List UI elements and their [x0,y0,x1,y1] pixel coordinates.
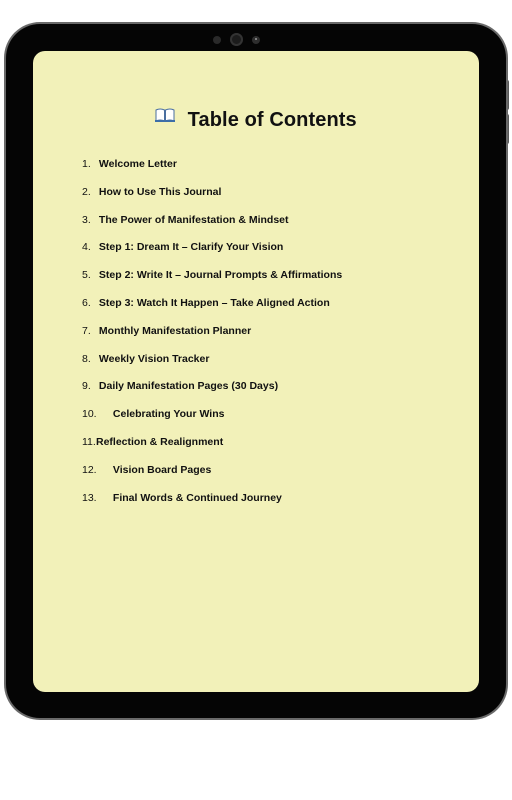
toc-item[interactable] [82,408,342,436]
toc-item-label: Celebrating Your Wins [112,408,225,421]
toc-item-number: 3. [82,213,91,226]
toc-item[interactable] [82,214,342,242]
toc-item-label: Step 1: Dream It – Clarify Your Vision [98,241,284,254]
toc-item-number: 7. [82,324,91,337]
toc-item[interactable] [82,436,342,464]
toc-item[interactable] [82,464,342,492]
toc-item-label: Vision Board Pages [112,463,212,476]
toc-item[interactable] [82,325,342,353]
tablet-screen [33,51,479,692]
title-row [33,109,479,132]
toc-item-label: Weekly Vision Tracker [98,352,210,365]
toc-item[interactable] [82,186,342,214]
toc-item-label: Daily Manifestation Pages (30 Days) [98,380,279,393]
toc-item-number: 11. [82,435,96,448]
toc-item[interactable] [82,353,342,381]
light-sensor-icon [252,36,260,44]
toc-item-label: How to Use This Journal [98,185,222,198]
camera-icon [230,33,243,46]
page-title: Table of Contents [187,109,357,131]
toc-item-number: 2. [82,185,91,198]
toc-item[interactable] [82,297,342,325]
toc-item-number: 13. [82,491,97,504]
sensor-icon [213,36,221,44]
toc-item-number: 8. [82,352,91,365]
toc-item-number: 4. [82,241,91,254]
toc-item-number: 12. [82,463,97,476]
toc-item-label: Step 2: Write It – Journal Prompts & Affirmations [98,269,343,282]
toc-item-number: 10. [82,408,97,421]
toc-item[interactable] [82,241,342,269]
toc-item-label: Monthly Manifestation Planner [98,324,252,337]
camera-bar [208,32,268,48]
toc-item[interactable] [82,380,342,408]
open-book-icon [155,108,175,122]
toc-item-label: The Power of Manifestation & Mindset [98,213,289,226]
toc-item-label: Welcome Letter [98,158,177,170]
toc-item-label: Final Words & Continued Journey [112,491,282,504]
toc-item[interactable] [82,492,342,520]
toc-item-label: Step 3: Watch It Happen – Take Aligned Action [98,296,330,309]
toc-item-number: 6. [82,296,91,309]
toc-item[interactable] [82,158,342,186]
table-of-contents [82,158,342,519]
toc-item-label: Reflection & Realignment [96,435,224,448]
toc-item-number: 9. [82,380,91,393]
toc-item[interactable] [82,269,342,297]
toc-item-number: 1. [82,158,91,170]
toc-item-number: 5. [82,269,91,282]
